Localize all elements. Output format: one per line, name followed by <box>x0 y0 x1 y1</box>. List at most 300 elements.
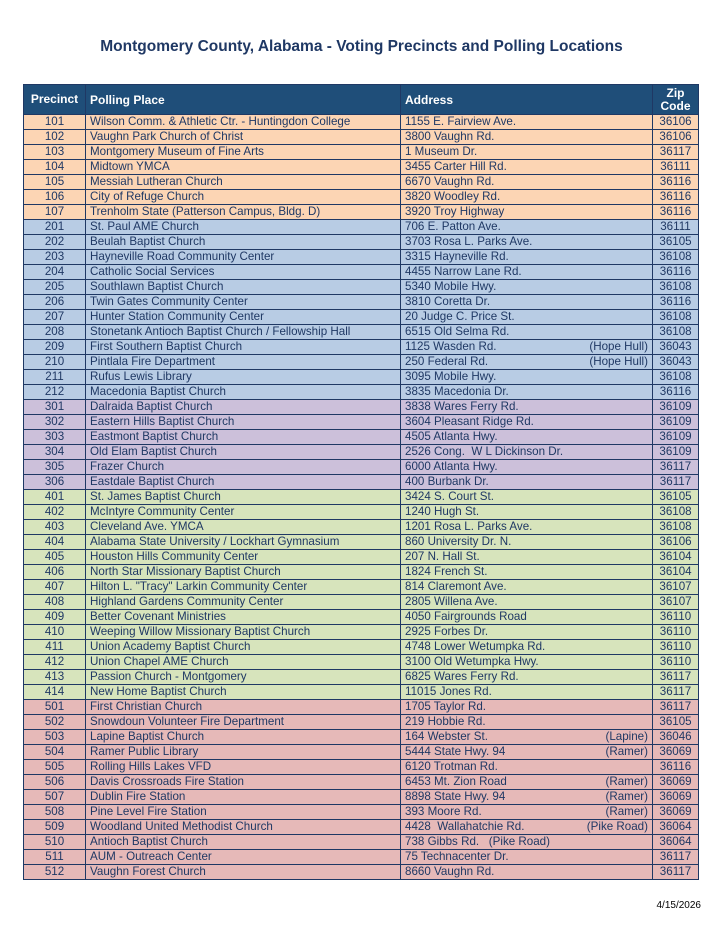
table-row <box>24 175 699 190</box>
table-row <box>24 370 699 385</box>
polling-place: Old Elam Baptist Church <box>86 445 401 460</box>
address: 738 Gibbs Rd. (Pike Road) <box>405 835 550 848</box>
address: 3820 Woodley Rd. <box>405 190 501 203</box>
table-row <box>24 655 699 670</box>
precinct-number: 301 <box>24 400 86 415</box>
address-cell <box>401 505 653 520</box>
zip-code: 36108 <box>653 520 699 535</box>
address: 3100 Old Wetumpka Hwy. <box>405 655 539 668</box>
precinct-number: 302 <box>24 415 86 430</box>
precinct-number: 101 <box>24 115 86 130</box>
table-row <box>24 505 699 520</box>
address: 164 Webster St. <box>405 730 488 743</box>
table-row <box>24 640 699 655</box>
address: 1155 E. Fairview Ave. <box>405 115 517 128</box>
address: 860 University Dr. N. <box>405 535 512 548</box>
polling-place: Dublin Fire Station <box>86 790 401 805</box>
address: 1240 Hugh St. <box>405 505 480 518</box>
precinct-number: 104 <box>24 160 86 175</box>
polling-place: First Christian Church <box>86 700 401 715</box>
address-note: (Pike Road) <box>586 820 648 833</box>
precinct-number: 408 <box>24 595 86 610</box>
zip-code: 36110 <box>653 640 699 655</box>
address-note: (Ramer) <box>605 745 648 758</box>
table-row <box>24 400 699 415</box>
address: 4428 Wallahatchie Rd. <box>405 820 525 833</box>
table-row <box>24 295 699 310</box>
address-cell <box>401 445 653 460</box>
precinct-number: 505 <box>24 760 86 775</box>
polling-place: Highland Gardens Community Center <box>86 595 401 610</box>
table-row <box>24 820 699 835</box>
zip-code: 36110 <box>653 625 699 640</box>
precinct-number: 210 <box>24 355 86 370</box>
address-cell <box>401 340 653 355</box>
table-row <box>24 475 699 490</box>
table-row <box>24 550 699 565</box>
address-cell <box>401 700 653 715</box>
address: 814 Claremont Ave. <box>405 580 507 593</box>
zip-code: 36109 <box>653 445 699 460</box>
address-cell <box>401 295 653 310</box>
address-cell <box>401 520 653 535</box>
table-row <box>24 280 699 295</box>
polling-place: Montgomery Museum of Fine Arts <box>86 145 401 160</box>
table-row <box>24 250 699 265</box>
zip-code: 36108 <box>653 310 699 325</box>
polling-place: North Star Missionary Baptist Church <box>86 565 401 580</box>
polling-place: St. Paul AME Church <box>86 220 401 235</box>
address: 6453 Mt. Zion Road <box>405 775 507 788</box>
polling-place: Pine Level Fire Station <box>86 805 401 820</box>
zip-code: 36117 <box>653 865 699 880</box>
table-row <box>24 700 699 715</box>
polling-place: Eastern Hills Baptist Church <box>86 415 401 430</box>
zip-code: 36110 <box>653 610 699 625</box>
header-zip-code <box>653 85 699 115</box>
zip-code: 36108 <box>653 505 699 520</box>
address-cell <box>401 265 653 280</box>
polling-place: Stonetank Antioch Baptist Church / Fellowship Hall <box>86 325 401 340</box>
precinct-number: 404 <box>24 535 86 550</box>
polling-place: Dalraida Baptist Church <box>86 400 401 415</box>
zip-code: 36043 <box>653 340 699 355</box>
table-row <box>24 145 699 160</box>
precinct-number: 207 <box>24 310 86 325</box>
zip-code: 36043 <box>653 355 699 370</box>
table-row <box>24 385 699 400</box>
polling-place: New Home Baptist Church <box>86 685 401 700</box>
address: 6825 Wares Ferry Rd. <box>405 670 519 683</box>
zip-code: 36116 <box>653 295 699 310</box>
zip-code: 36117 <box>653 145 699 160</box>
precinct-number: 501 <box>24 700 86 715</box>
address-cell <box>401 790 653 805</box>
table-row <box>24 610 699 625</box>
address-cell <box>401 610 653 625</box>
header-zip-line2: Code <box>660 98 691 113</box>
zip-code: 36069 <box>653 805 699 820</box>
address: 75 Technacenter Dr. <box>405 850 509 863</box>
table-row <box>24 730 699 745</box>
address-cell <box>401 715 653 730</box>
zip-code: 36116 <box>653 205 699 220</box>
polling-place: Wilson Comm. & Athletic Ctr. - Huntingdon College <box>86 115 401 130</box>
address-note: (Hope Hull) <box>589 355 648 368</box>
precinct-number: 208 <box>24 325 86 340</box>
polling-place: Macedonia Baptist Church <box>86 385 401 400</box>
precinct-number: 503 <box>24 730 86 745</box>
address: 2925 Forbes Dr. <box>405 625 489 638</box>
zip-code: 36069 <box>653 745 699 760</box>
address: 3455 Carter Hill Rd. <box>405 160 507 173</box>
address: 3604 Pleasant Ridge Rd. <box>405 415 534 428</box>
precinct-number: 413 <box>24 670 86 685</box>
address-cell <box>401 670 653 685</box>
precinct-number: 204 <box>24 265 86 280</box>
zip-code: 36111 <box>653 160 699 175</box>
address: 219 Hobbie Rd. <box>405 715 486 728</box>
table-row <box>24 535 699 550</box>
zip-code: 36109 <box>653 430 699 445</box>
precinct-number: 206 <box>24 295 86 310</box>
precinct-number: 509 <box>24 820 86 835</box>
zip-code: 36117 <box>653 460 699 475</box>
zip-code: 36064 <box>653 835 699 850</box>
zip-code: 36106 <box>653 130 699 145</box>
precinct-number: 306 <box>24 475 86 490</box>
table-row <box>24 130 699 145</box>
address-cell <box>401 535 653 550</box>
table-row <box>24 415 699 430</box>
table-row <box>24 340 699 355</box>
polling-place: Lapine Baptist Church <box>86 730 401 745</box>
table-row <box>24 595 699 610</box>
precinct-number: 202 <box>24 235 86 250</box>
address-cell <box>401 835 653 850</box>
zip-code: 36110 <box>653 655 699 670</box>
zip-code: 36109 <box>653 415 699 430</box>
address: 3838 Wares Ferry Rd. <box>405 400 519 413</box>
address-cell <box>401 820 653 835</box>
address-cell <box>401 595 653 610</box>
polling-place: Union Chapel AME Church <box>86 655 401 670</box>
polling-place: Messiah Lutheran Church <box>86 175 401 190</box>
address: 20 Judge C. Price St. <box>405 310 515 323</box>
address-cell <box>401 850 653 865</box>
address: 393 Moore Rd. <box>405 805 482 818</box>
address: 400 Burbank Dr. <box>405 475 489 488</box>
polling-place: First Southern Baptist Church <box>86 340 401 355</box>
address: 3703 Rosa L. Parks Ave. <box>405 235 533 248</box>
table-row <box>24 490 699 505</box>
address: 250 Federal Rd. <box>405 355 489 368</box>
table-row <box>24 460 699 475</box>
precinct-number: 414 <box>24 685 86 700</box>
table-row <box>24 805 699 820</box>
precinct-number: 504 <box>24 745 86 760</box>
address-note: (Ramer) <box>605 790 648 803</box>
table-row <box>24 625 699 640</box>
polling-place: Rufus Lewis Library <box>86 370 401 385</box>
precinct-number: 403 <box>24 520 86 535</box>
address: 1824 French St. <box>405 565 488 578</box>
polling-place: Southlawn Baptist Church <box>86 280 401 295</box>
address-cell <box>401 490 653 505</box>
zip-code: 36105 <box>653 490 699 505</box>
table-row <box>24 565 699 580</box>
polling-place: Ramer Public Library <box>86 745 401 760</box>
precinct-number: 507 <box>24 790 86 805</box>
table-row <box>24 775 699 790</box>
zip-code: 36117 <box>653 850 699 865</box>
polling-place: Catholic Social Services <box>86 265 401 280</box>
table-row <box>24 115 699 130</box>
zip-code: 36069 <box>653 775 699 790</box>
zip-code: 36116 <box>653 190 699 205</box>
address-cell <box>401 655 653 670</box>
polling-place: Frazer Church <box>86 460 401 475</box>
zip-code: 36069 <box>653 790 699 805</box>
address-cell <box>401 565 653 580</box>
table-row <box>24 190 699 205</box>
zip-code: 36106 <box>653 535 699 550</box>
polling-place: Rolling Hills Lakes VFD <box>86 760 401 775</box>
address: 3424 S. Court St. <box>405 490 494 503</box>
address-cell <box>401 640 653 655</box>
polling-place: Trenholm State (Patterson Campus, Bldg. D) <box>86 205 401 220</box>
address-cell <box>401 415 653 430</box>
address-cell <box>401 310 653 325</box>
polling-place: Davis Crossroads Fire Station <box>86 775 401 790</box>
precinct-number: 410 <box>24 625 86 640</box>
table-row <box>24 235 699 250</box>
address-cell <box>401 400 653 415</box>
address-cell <box>401 580 653 595</box>
precinct-number: 510 <box>24 835 86 850</box>
polling-place: City of Refuge Church <box>86 190 401 205</box>
address: 3095 Mobile Hwy. <box>405 370 497 383</box>
address: 2805 Willena Ave. <box>405 595 498 608</box>
table-row <box>24 325 699 340</box>
address: 706 E. Patton Ave. <box>405 220 501 233</box>
zip-code: 36116 <box>653 265 699 280</box>
zip-code: 36117 <box>653 700 699 715</box>
polling-place: McIntyre Community Center <box>86 505 401 520</box>
address: 3800 Vaughn Rd. <box>405 130 495 143</box>
table-row <box>24 790 699 805</box>
address: 6670 Vaughn Rd. <box>405 175 495 188</box>
precinct-number: 203 <box>24 250 86 265</box>
table-row <box>24 580 699 595</box>
precinct-number: 506 <box>24 775 86 790</box>
address-cell <box>401 805 653 820</box>
table-row <box>24 310 699 325</box>
address: 3810 Coretta Dr. <box>405 295 491 308</box>
address-cell <box>401 325 653 340</box>
zip-code: 36117 <box>653 670 699 685</box>
polling-place: Woodland United Methodist Church <box>86 820 401 835</box>
table-row <box>24 265 699 280</box>
address-cell <box>401 355 653 370</box>
address-cell <box>401 775 653 790</box>
address: 207 N. Hall St. <box>405 550 480 563</box>
precinct-number: 304 <box>24 445 86 460</box>
table-row <box>24 835 699 850</box>
table-row <box>24 670 699 685</box>
zip-code: 36064 <box>653 820 699 835</box>
polling-place: Vaughn Park Church of Christ <box>86 130 401 145</box>
polling-place: Passion Church - Montgomery <box>86 670 401 685</box>
zip-code: 36046 <box>653 730 699 745</box>
precinct-number: 407 <box>24 580 86 595</box>
address-cell <box>401 730 653 745</box>
precinct-number: 107 <box>24 205 86 220</box>
polling-place: Alabama State University / Lockhart Gymnasium <box>86 535 401 550</box>
polling-place: St. James Baptist Church <box>86 490 401 505</box>
zip-code: 36116 <box>653 175 699 190</box>
address-cell <box>401 280 653 295</box>
polling-place: Midtown YMCA <box>86 160 401 175</box>
polling-place: Snowdoun Volunteer Fire Department <box>86 715 401 730</box>
address-cell <box>401 460 653 475</box>
precinct-number: 412 <box>24 655 86 670</box>
address: 1125 Wasden Rd. <box>405 340 497 353</box>
polling-place: Eastmont Baptist Church <box>86 430 401 445</box>
precinct-number: 409 <box>24 610 86 625</box>
polling-place: Eastdale Baptist Church <box>86 475 401 490</box>
address: 4050 Fairgrounds Road <box>405 610 527 623</box>
precinct-number: 402 <box>24 505 86 520</box>
address-cell <box>401 205 653 220</box>
zip-code: 36105 <box>653 235 699 250</box>
address-cell <box>401 370 653 385</box>
table-row <box>24 205 699 220</box>
polling-place: Union Academy Baptist Church <box>86 640 401 655</box>
polling-place: Pintlala Fire Department <box>86 355 401 370</box>
address-note: (Ramer) <box>605 805 648 818</box>
zip-code: 36105 <box>653 715 699 730</box>
address: 5340 Mobile Hwy. <box>405 280 497 293</box>
precinct-number: 201 <box>24 220 86 235</box>
zip-code: 36109 <box>653 400 699 415</box>
address-cell <box>401 160 653 175</box>
zip-code: 36116 <box>653 385 699 400</box>
address: 8898 State Hwy. 94 <box>405 790 506 803</box>
address: 8660 Vaughn Rd. <box>405 865 495 878</box>
polling-place: Houston Hills Community Center <box>86 550 401 565</box>
precinct-number: 303 <box>24 430 86 445</box>
zip-code: 36108 <box>653 280 699 295</box>
polling-place: AUM - Outreach Center <box>86 850 401 865</box>
table-row <box>24 520 699 535</box>
table-row <box>24 760 699 775</box>
table-row <box>24 430 699 445</box>
zip-code: 36108 <box>653 250 699 265</box>
polling-place: Cleveland Ave. YMCA <box>86 520 401 535</box>
address: 1 Museum Dr. <box>405 145 478 158</box>
polling-place: Weeping Willow Missionary Baptist Church <box>86 625 401 640</box>
precinct-number: 212 <box>24 385 86 400</box>
table-row <box>24 355 699 370</box>
zip-code: 36117 <box>653 475 699 490</box>
address-cell <box>401 145 653 160</box>
page-title: Montgomery County, Alabama - Voting Precincts and Polling Locations <box>100 38 623 55</box>
address: 3835 Macedonia Dr. <box>405 385 509 398</box>
zip-code: 36107 <box>653 595 699 610</box>
address-cell <box>401 625 653 640</box>
address: 6515 Old Selma Rd. <box>405 325 510 338</box>
address-cell <box>401 130 653 145</box>
address: 4455 Narrow Lane Rd. <box>405 265 522 278</box>
address: 3315 Hayneville Rd. <box>405 250 509 263</box>
address-note: (Ramer) <box>605 775 648 788</box>
table-row <box>24 745 699 760</box>
address: 5444 State Hwy. 94 <box>405 745 506 758</box>
header-address: Address <box>401 85 653 115</box>
address-cell <box>401 175 653 190</box>
precinct-table <box>23 84 699 880</box>
address: 6120 Trotman Rd. <box>405 760 498 773</box>
document-date: 4/15/2026 <box>656 900 701 911</box>
zip-code: 36117 <box>653 685 699 700</box>
table-body <box>24 115 699 880</box>
header-polling-place: Polling Place <box>86 85 401 115</box>
zip-code: 36108 <box>653 370 699 385</box>
polling-place: Antioch Baptist Church <box>86 835 401 850</box>
address: 4505 Atlanta Hwy. <box>405 430 498 443</box>
address-cell <box>401 475 653 490</box>
precinct-number: 106 <box>24 190 86 205</box>
precinct-number: 205 <box>24 280 86 295</box>
address-cell <box>401 190 653 205</box>
table-row <box>24 160 699 175</box>
precinct-number: 211 <box>24 370 86 385</box>
table-row <box>24 715 699 730</box>
address: 11015 Jones Rd. <box>405 685 492 698</box>
table-row <box>24 220 699 235</box>
precinct-number: 411 <box>24 640 86 655</box>
precinct-number: 406 <box>24 565 86 580</box>
zip-code: 36111 <box>653 220 699 235</box>
polling-place: Beulah Baptist Church <box>86 235 401 250</box>
precinct-number: 105 <box>24 175 86 190</box>
precinct-number: 305 <box>24 460 86 475</box>
precinct-number: 512 <box>24 865 86 880</box>
address-cell <box>401 385 653 400</box>
address-cell <box>401 685 653 700</box>
address-cell <box>401 430 653 445</box>
precinct-number: 103 <box>24 145 86 160</box>
polling-place: Hilton L. "Tracy" Larkin Community Center <box>86 580 401 595</box>
address: 4748 Lower Wetumpka Rd. <box>405 640 546 653</box>
zip-code: 36106 <box>653 115 699 130</box>
address: 1705 Taylor Rd. <box>405 700 486 713</box>
table-row <box>24 850 699 865</box>
polling-place: Hayneville Road Community Center <box>86 250 401 265</box>
polling-place: Better Covenant Ministries <box>86 610 401 625</box>
precinct-number: 401 <box>24 490 86 505</box>
polling-place: Hunter Station Community Center <box>86 310 401 325</box>
address-cell <box>401 550 653 565</box>
precinct-number: 209 <box>24 340 86 355</box>
zip-code: 36104 <box>653 550 699 565</box>
table-header-row <box>24 85 699 115</box>
table-row <box>24 685 699 700</box>
zip-code: 36116 <box>653 760 699 775</box>
precinct-number: 508 <box>24 805 86 820</box>
polling-place: Twin Gates Community Center <box>86 295 401 310</box>
